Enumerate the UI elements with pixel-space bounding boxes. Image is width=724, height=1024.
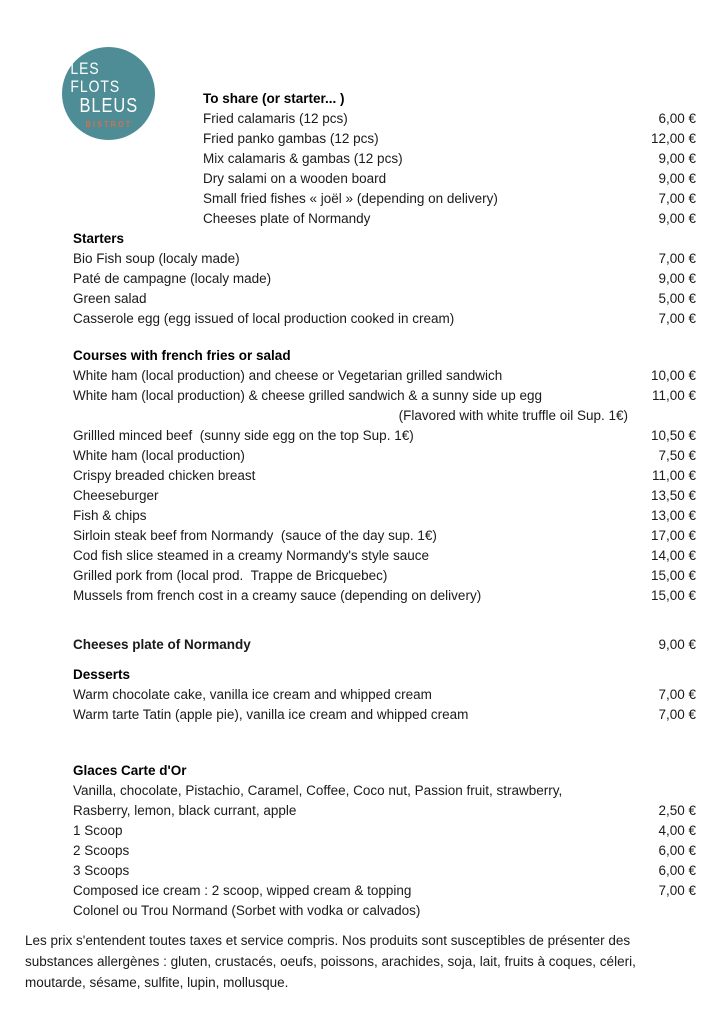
- courses-note-row: [73, 406, 696, 426]
- section-items-cheese-plate: [73, 635, 696, 655]
- menu-item-label: 1 Scoop: [73, 823, 123, 838]
- menu-item-label: Dry salami on a wooden board: [203, 171, 387, 186]
- menu-item-label: Cheeses plate of Normandy: [73, 637, 251, 652]
- section-items-to-share: [203, 109, 696, 229]
- menu-item-row: [73, 685, 696, 705]
- menu-item-price: 12,00 €: [650, 131, 696, 146]
- menu-item-row: [203, 209, 696, 229]
- menu-item-row: [73, 635, 696, 655]
- section-glaces: [73, 761, 696, 921]
- menu-item-price: 10,00 €: [650, 368, 696, 383]
- menu-item-price: 15,00 €: [650, 568, 696, 583]
- menu-item-price: 9,00 €: [658, 637, 696, 652]
- menu-item-label: White ham (local production) and cheese or Vegetarian grilled sandwich: [73, 368, 503, 383]
- restaurant-logo: [62, 47, 155, 140]
- menu-item-row: [73, 586, 696, 606]
- menu-item-row: [73, 506, 696, 526]
- menu-item-price: 2,50 €: [658, 803, 696, 818]
- menu-item-price: 5,00 €: [658, 291, 696, 306]
- menu-item-price: 7,00 €: [658, 191, 696, 206]
- menu-item-price: 7,00 €: [658, 311, 696, 326]
- menu-item-price: 6,00 €: [658, 843, 696, 858]
- menu-item-row: [73, 566, 696, 586]
- menu-item-label: 2 Scoops: [73, 843, 130, 858]
- menu-item-label: Warm chocolate cake, vanilla ice cream and whipped cream: [73, 687, 432, 702]
- section-title-courses: Courses with french fries or salad: [73, 348, 291, 363]
- menu-item-row: [73, 705, 696, 725]
- menu-item-label: Cheeses plate of Normandy: [203, 211, 371, 226]
- logo-circle: [62, 47, 155, 140]
- menu-item-price: 11,00 €: [651, 468, 696, 483]
- menu-item-row: [203, 109, 696, 129]
- menu-item-row: [73, 466, 696, 486]
- menu-item-label: 3 Scoops: [73, 863, 130, 878]
- menu-item-price: 13,00 €: [650, 508, 696, 523]
- section-desserts: [73, 665, 696, 725]
- menu-item-row: [73, 249, 696, 269]
- menu-item-row: [73, 269, 696, 289]
- menu-item-price: 6,00 €: [658, 863, 696, 878]
- menu-item-label: Casserole egg (egg issued of local production cooked in cream): [73, 311, 455, 326]
- menu-item-row: [73, 901, 696, 921]
- menu-item-price: 14,00 €: [650, 548, 696, 563]
- menu-item-price: 11,00 €: [651, 388, 696, 403]
- menu-item-price: 4,00 €: [658, 823, 696, 838]
- logo-text-line-3: BISTROT: [85, 119, 132, 129]
- menu-item-price: 7,00 €: [658, 883, 696, 898]
- menu-item-label: Mussels from french cost in a creamy sauce (depending on delivery): [73, 588, 482, 603]
- section-starters: [73, 229, 696, 329]
- menu-item-label: Bio Fish soup (localy made): [73, 251, 240, 266]
- section-items-desserts: [73, 685, 696, 725]
- menu-item-label: Fish & chips: [73, 508, 147, 523]
- section-title-glaces: Glaces Carte d'Or: [73, 763, 187, 778]
- section-cheese-plate: [73, 635, 696, 655]
- section-items-starters: [73, 249, 696, 329]
- menu-item-row: [73, 781, 696, 801]
- menu-item-label: Colonel ou Trou Normand (Sorbet with vodka or calvados): [73, 903, 421, 918]
- menu-item-price: 17,00 €: [650, 528, 696, 543]
- menu-item-price: 9,00 €: [658, 211, 696, 226]
- menu-item-label: Fried calamaris (12 pcs): [203, 111, 348, 126]
- menu-item-row: [73, 526, 696, 546]
- menu-item-label: Mix calamaris & gambas (12 pcs): [203, 151, 403, 166]
- menu-item-row: [73, 841, 696, 861]
- menu-item-label: White ham (local production) & cheese grilled sandwich & a sunny side up egg: [73, 388, 543, 403]
- menu-item-row: [73, 289, 696, 309]
- menu-item-price: 9,00 €: [658, 171, 696, 186]
- section-items-glaces: [73, 781, 696, 921]
- menu-item-label: Green salad: [73, 291, 147, 306]
- menu-item-row: [73, 486, 696, 506]
- menu-item-row: [203, 129, 696, 149]
- menu-item-label: White ham (local production): [73, 448, 245, 463]
- menu-item-row: [73, 546, 696, 566]
- section-title-starters: Starters: [73, 231, 125, 246]
- menu-item-label: Grilled pork from (local prod. Trappe de Bricquebec): [73, 568, 388, 583]
- allergen-disclaimer: Les prix s'entendent toutes taxes et service compris. Nos produits sont susceptibles de présenter des substances allergènes : gluten, crustacés, oeufs, poissons, arachides, soja, lait, fruits à coques, céleri, moutarde, sésame, sulfite, lupin, mollusque.: [25, 933, 636, 990]
- menu-item-price: 13,50 €: [650, 488, 696, 503]
- menu-item-label: Small fried fishes « joël » (depending on delivery): [203, 191, 498, 206]
- section-to-share: [203, 89, 696, 229]
- menu-item-label: Cheeseburger: [73, 488, 159, 503]
- menu-item-label: Composed ice cream : 2 scoop, wipped cream & topping: [73, 883, 412, 898]
- menu-item-label: Warm tarte Tatin (apple pie), vanilla ice cream and whipped cream: [73, 707, 469, 722]
- menu-item-price: 7,00 €: [658, 687, 696, 702]
- menu-item-row: [73, 801, 696, 821]
- menu-item-row: [73, 821, 696, 841]
- menu-item-label: Vanilla, chocolate, Pistachio, Caramel, Coffee, Coco nut, Passion fruit, strawberry,: [73, 783, 563, 798]
- section-title-desserts: Desserts: [73, 667, 131, 682]
- menu-item-row: [73, 881, 696, 901]
- menu-item-label: Crispy breaded chicken breast: [73, 468, 256, 483]
- menu-item-price: 7,50 €: [658, 448, 696, 463]
- section-items-courses-after-note: [73, 426, 696, 606]
- menu-item-price: 7,00 €: [658, 251, 696, 266]
- logo-text-line-2: BLEUS: [79, 94, 138, 117]
- courses-note-text: (Flavored with white truffle oil Sup. 1€): [398, 408, 628, 423]
- logo-text-line-1: LES FLOTS: [70, 59, 121, 96]
- menu-item-price: 9,00 €: [658, 151, 696, 166]
- menu-item-label: Sirloin steak beef from Normandy (sauce of the day sup. 1€): [73, 528, 437, 543]
- menu-item-row: [73, 366, 696, 386]
- menu-item-row: [73, 386, 696, 406]
- menu-item-price: 15,00 €: [650, 588, 696, 603]
- menu-item-price: 7,00 €: [658, 707, 696, 722]
- menu-item-label: Paté de campagne (localy made): [73, 271, 272, 286]
- menu-item-price: 9,00 €: [658, 271, 696, 286]
- menu-item-label: Grillled minced beef (sunny side egg on the top Sup. 1€): [73, 428, 414, 443]
- menu-item-row: [73, 861, 696, 881]
- menu-item-label: Cod fish slice steamed in a creamy Normandy's style sauce: [73, 548, 429, 563]
- menu-item-price: 6,00 €: [658, 111, 696, 126]
- menu-item-price: 10,50 €: [650, 428, 696, 443]
- section-title-to-share: To share (or starter... ): [203, 91, 345, 106]
- menu-item-label: Rasberry, lemon, black currant, apple: [73, 803, 297, 818]
- menu-item-row: [73, 426, 696, 446]
- menu-item-label: Fried panko gambas (12 pcs): [203, 131, 379, 146]
- menu-item-row: [203, 149, 696, 169]
- menu-item-row: [73, 446, 696, 466]
- menu-item-row: [73, 309, 696, 329]
- menu-item-row: [203, 189, 696, 209]
- menu-item-row: [203, 169, 696, 189]
- section-items-courses-before-note: [73, 366, 696, 406]
- section-courses: [73, 346, 696, 606]
